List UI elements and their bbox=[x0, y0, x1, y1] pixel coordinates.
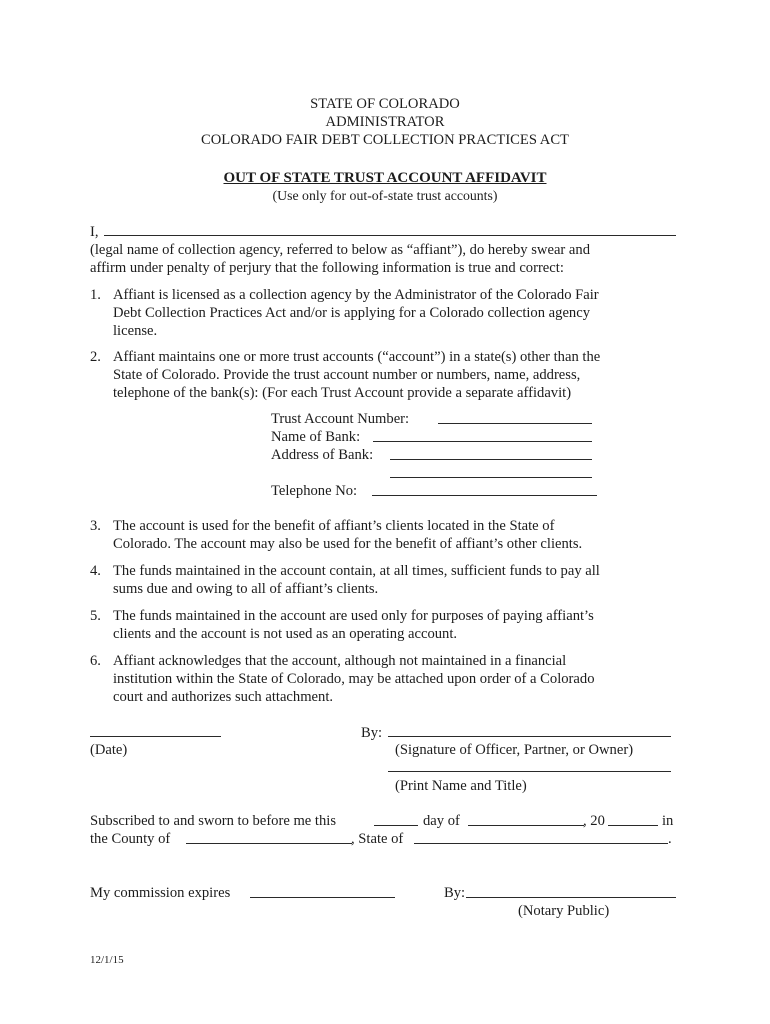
year-prefix-label: , 20 bbox=[583, 813, 605, 829]
item-6-line1: Affiant acknowledges that the account, although not maintained in a financial bbox=[113, 653, 567, 669]
telephone-label: Telephone No: bbox=[271, 483, 358, 499]
item-5-line2: clients and the account is not used as an operating account. bbox=[113, 626, 458, 642]
item-1-line2: Debt Collection Practices Act and/or is applying for a Colorado collection agency bbox=[113, 305, 590, 321]
commission-field[interactable] bbox=[250, 897, 395, 898]
signature-field[interactable] bbox=[388, 736, 671, 737]
header-state: STATE OF COLORADO bbox=[310, 96, 460, 112]
bank-address-field-1[interactable] bbox=[390, 459, 592, 460]
item-number: 6. bbox=[90, 653, 101, 669]
county-label: the County of bbox=[90, 831, 171, 847]
item-2-line3: telephone of the bank(s): (For each Trust Account provide a separate affidavit) bbox=[113, 385, 572, 401]
intro-i-label: I, bbox=[90, 224, 99, 240]
signature-label: (Signature of Officer, Partner, or Owner) bbox=[395, 742, 634, 758]
intro-text-line1: (legal name of collection agency, referred to below as “affiant”), do hereby swear and bbox=[90, 242, 590, 258]
item-2-line1: Affiant maintains one or more trust accounts (“account”) in a state(s) other than the bbox=[113, 349, 601, 365]
item-3-line1: The account is used for the benefit of affiant’s clients located in the State of bbox=[113, 518, 555, 534]
item-6-line2: institution within the State of Colorado, may be attached upon order of a Colorado bbox=[113, 671, 595, 687]
day-of-label: day of bbox=[423, 813, 460, 829]
item-number: 1. bbox=[90, 287, 101, 303]
county-field[interactable] bbox=[186, 843, 352, 844]
notary-by-label: By: bbox=[444, 885, 466, 901]
item-number: 4. bbox=[90, 563, 101, 579]
telephone-field[interactable] bbox=[372, 495, 597, 496]
agency-name-field[interactable] bbox=[104, 235, 676, 236]
print-name-field[interactable] bbox=[388, 771, 671, 772]
item-4-line2: sums due and owing to all of affiant’s clients. bbox=[113, 581, 379, 597]
item-1-line1: Affiant is licensed as a collection agency by the Administrator of the Colorado Fair bbox=[113, 287, 599, 303]
commission-label: My commission expires bbox=[90, 885, 231, 901]
date-field[interactable] bbox=[90, 736, 221, 737]
item-4-line1: The funds maintained in the account contain, at all times, sufficient funds to pay all bbox=[113, 563, 600, 579]
state-field[interactable] bbox=[414, 843, 668, 844]
bank-address-field-2[interactable] bbox=[390, 477, 592, 478]
item-5-line1: The funds maintained in the account are used only for purposes of paying affiant’s bbox=[113, 608, 594, 624]
item-6-line3: court and authorizes such attachment. bbox=[113, 689, 334, 705]
intro-text-line2: affirm under penalty of perjury that the following information is true and correct: bbox=[90, 260, 564, 276]
item-number: 3. bbox=[90, 518, 101, 534]
form-subtitle: (Use only for out-of-state trust accounts) bbox=[272, 188, 498, 203]
trust-account-number-label: Trust Account Number: bbox=[271, 411, 410, 427]
item-2-line2: State of Colorado. Provide the trust account number or numbers, name, address, bbox=[113, 367, 581, 383]
print-name-label: (Print Name and Title) bbox=[395, 778, 527, 794]
subscribed-text: Subscribed to and sworn to before me this bbox=[90, 813, 337, 829]
day-field[interactable] bbox=[374, 825, 418, 826]
header-administrator: ADMINISTRATOR bbox=[325, 114, 445, 130]
item-1-line3: license. bbox=[113, 323, 158, 339]
item-number: 2. bbox=[90, 349, 101, 365]
year-field[interactable] bbox=[608, 825, 658, 826]
date-label: (Date) bbox=[90, 742, 128, 758]
form-title: OUT OF STATE TRUST ACCOUNT AFFIDAVIT bbox=[223, 170, 547, 186]
state-period: . bbox=[668, 831, 672, 847]
bank-name-field[interactable] bbox=[373, 441, 592, 442]
bank-name-label: Name of Bank: bbox=[271, 429, 361, 445]
bank-address-label: Address of Bank: bbox=[271, 447, 374, 463]
notary-public-label: (Notary Public) bbox=[518, 903, 610, 919]
trust-account-number-field[interactable] bbox=[438, 423, 592, 424]
revision-date: 12/1/15 bbox=[90, 954, 124, 966]
state-label: , State of bbox=[351, 831, 404, 847]
item-3-line2: Colorado. The account may also be used for the benefit of affiant’s other clients. bbox=[113, 536, 583, 552]
month-field[interactable] bbox=[468, 825, 584, 826]
by-label: By: bbox=[361, 725, 383, 741]
in-label: in bbox=[662, 813, 674, 829]
notary-signature-field[interactable] bbox=[466, 897, 676, 898]
header-act: COLORADO FAIR DEBT COLLECTION PRACTICES ACT bbox=[201, 132, 569, 148]
item-number: 5. bbox=[90, 608, 101, 624]
